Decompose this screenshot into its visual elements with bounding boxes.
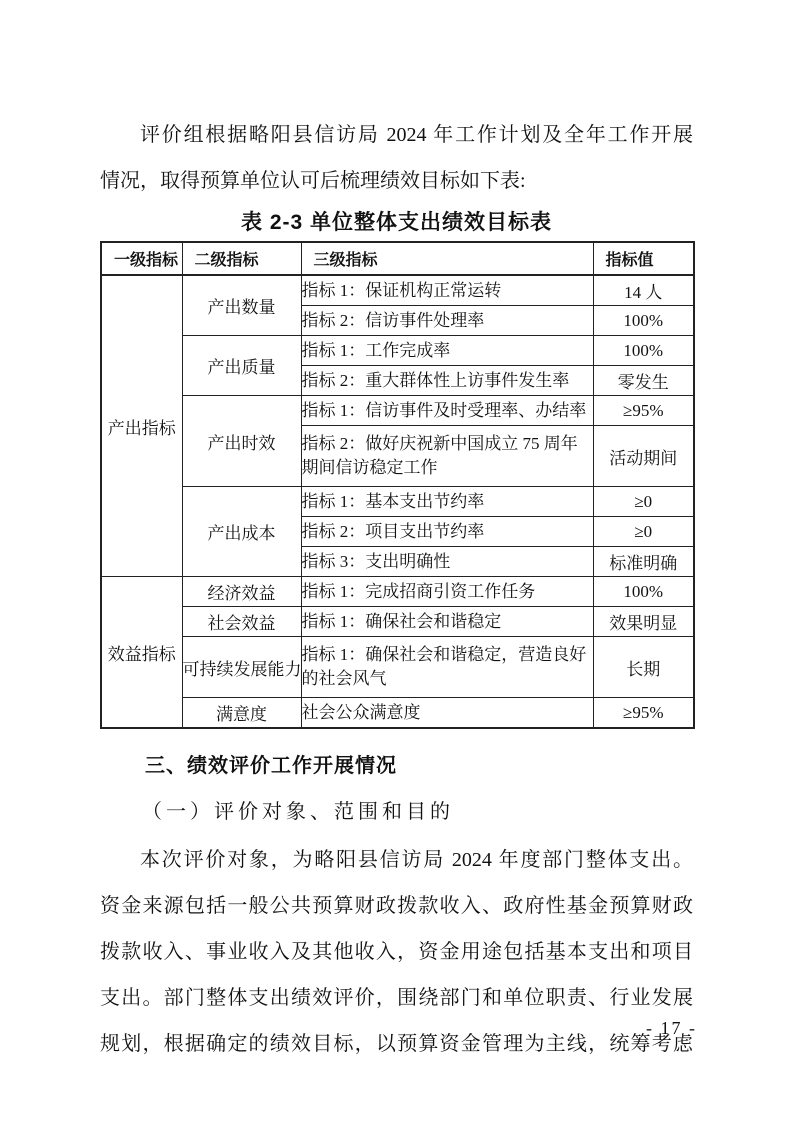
page-content — [100, 112, 693, 1067]
text-line: 评价组根据略阳县信访局 2024 年工作计划及全年工作开展 — [140, 124, 693, 146]
table-header-row — [101, 242, 694, 275]
level3-indicator-cell: 指标 1：完成招商引资工作任务 — [301, 577, 593, 607]
indicator-value-cell: 长期 — [593, 637, 694, 698]
level3-indicator-cell: 指标 2：做好庆祝新中国成立 75 周年期间信访稳定工作 — [301, 426, 593, 487]
level3-indicator-cell: 指标 3：支出明确性 — [301, 547, 593, 577]
section-heading: 三、绩效评价工作开展情况 — [145, 755, 397, 777]
body-paragraph — [100, 837, 693, 1067]
column-header-level3: 三级指标 — [301, 242, 593, 275]
indicator-value-cell: 100% — [593, 577, 694, 607]
column-header-level2: 二级指标 — [182, 242, 301, 275]
page-number: - 17 - — [646, 1018, 697, 1038]
performance-target-table — [100, 241, 695, 729]
column-header-value: 指标值 — [593, 242, 694, 275]
level3-indicator-cell: 指标 1：保证机构正常运转 — [301, 275, 593, 306]
intro-paragraph — [100, 112, 693, 204]
level2-indicator-cell: 经济效益 — [182, 577, 301, 607]
level3-indicator-cell: 指标 1：确保社会和谐稳定，营造良好的社会风气 — [301, 637, 593, 698]
text-line: 拨款收入、事业收入及其他收入，资金用途包括基本支出和项目 — [100, 941, 693, 963]
text-line: 规划，根据确定的绩效目标，以预算资金管理为主线，统筹考虑 — [100, 1033, 693, 1055]
indicator-value-cell: ≥95% — [593, 698, 694, 729]
indicator-value-cell: 零发生 — [593, 366, 694, 396]
text-line: 资金来源包括一般公共预算财政拨款收入、政府性基金预算财政 — [100, 895, 693, 917]
indicator-value-cell: 标准明确 — [593, 547, 694, 577]
level2-indicator-cell: 可持续发展能力 — [182, 637, 301, 698]
indicator-value-cell: ≥0 — [593, 517, 694, 547]
level2-indicator-cell: 产出成本 — [182, 487, 301, 577]
table-row — [101, 487, 694, 517]
indicator-value-cell: ≥0 — [593, 487, 694, 517]
level1-indicator-cell: 效益指标 — [101, 577, 182, 729]
text-line: 本次评价对象，为略阳县信访局 2024 年度部门整体支出。 — [140, 849, 693, 871]
indicator-value-cell: 100% — [593, 306, 694, 336]
level2-indicator-cell: 产出数量 — [182, 275, 301, 336]
level1-indicator-cell: 产出指标 — [101, 275, 182, 577]
indicator-value-cell: 效果明显 — [593, 607, 694, 637]
level3-indicator-cell: 指标 1：基本支出节约率 — [301, 487, 593, 517]
text-line: 情况，取得预算单位认可后梳理绩效目标如下表: — [100, 170, 526, 192]
table-row — [101, 698, 694, 729]
level2-indicator-cell: 产出时效 — [182, 396, 301, 487]
level3-indicator-cell: 指标 1：工作完成率 — [301, 336, 593, 366]
column-header-level1: 一级指标 — [101, 242, 182, 275]
table-row — [101, 396, 694, 426]
level3-indicator-cell: 指标 2：项目支出节约率 — [301, 517, 593, 547]
indicator-value-cell: ≥95% — [593, 396, 694, 426]
indicator-value-cell: 14 人 — [593, 275, 694, 306]
table-row — [101, 577, 694, 607]
subsection-heading: （一）评价对象、范围和目的 — [142, 801, 454, 823]
level3-indicator-cell: 指标 2：重大群体性上访事件发生率 — [301, 366, 593, 396]
level3-indicator-cell: 指标 1：信访事件及时受理率、办结率 — [301, 396, 593, 426]
table-row — [101, 607, 694, 637]
text-line: 支出。部门整体支出绩效评价，围绕部门和单位职责、行业发展 — [100, 987, 693, 1009]
level2-indicator-cell: 产出质量 — [182, 336, 301, 396]
level2-indicator-cell: 满意度 — [182, 698, 301, 729]
table-row — [101, 336, 694, 366]
level3-indicator-cell: 社会公众满意度 — [301, 698, 593, 729]
table-row — [101, 637, 694, 698]
indicator-value-cell: 活动期间 — [593, 426, 694, 487]
indicator-value-cell: 100% — [593, 336, 694, 366]
level3-indicator-cell: 指标 1：确保社会和谐稳定 — [301, 607, 593, 637]
level2-indicator-cell: 社会效益 — [182, 607, 301, 637]
table-row — [101, 275, 694, 306]
table-title: 表 2-3 单位整体支出绩效目标表 — [240, 211, 553, 234]
level3-indicator-cell: 指标 2：信访事件处理率 — [301, 306, 593, 336]
